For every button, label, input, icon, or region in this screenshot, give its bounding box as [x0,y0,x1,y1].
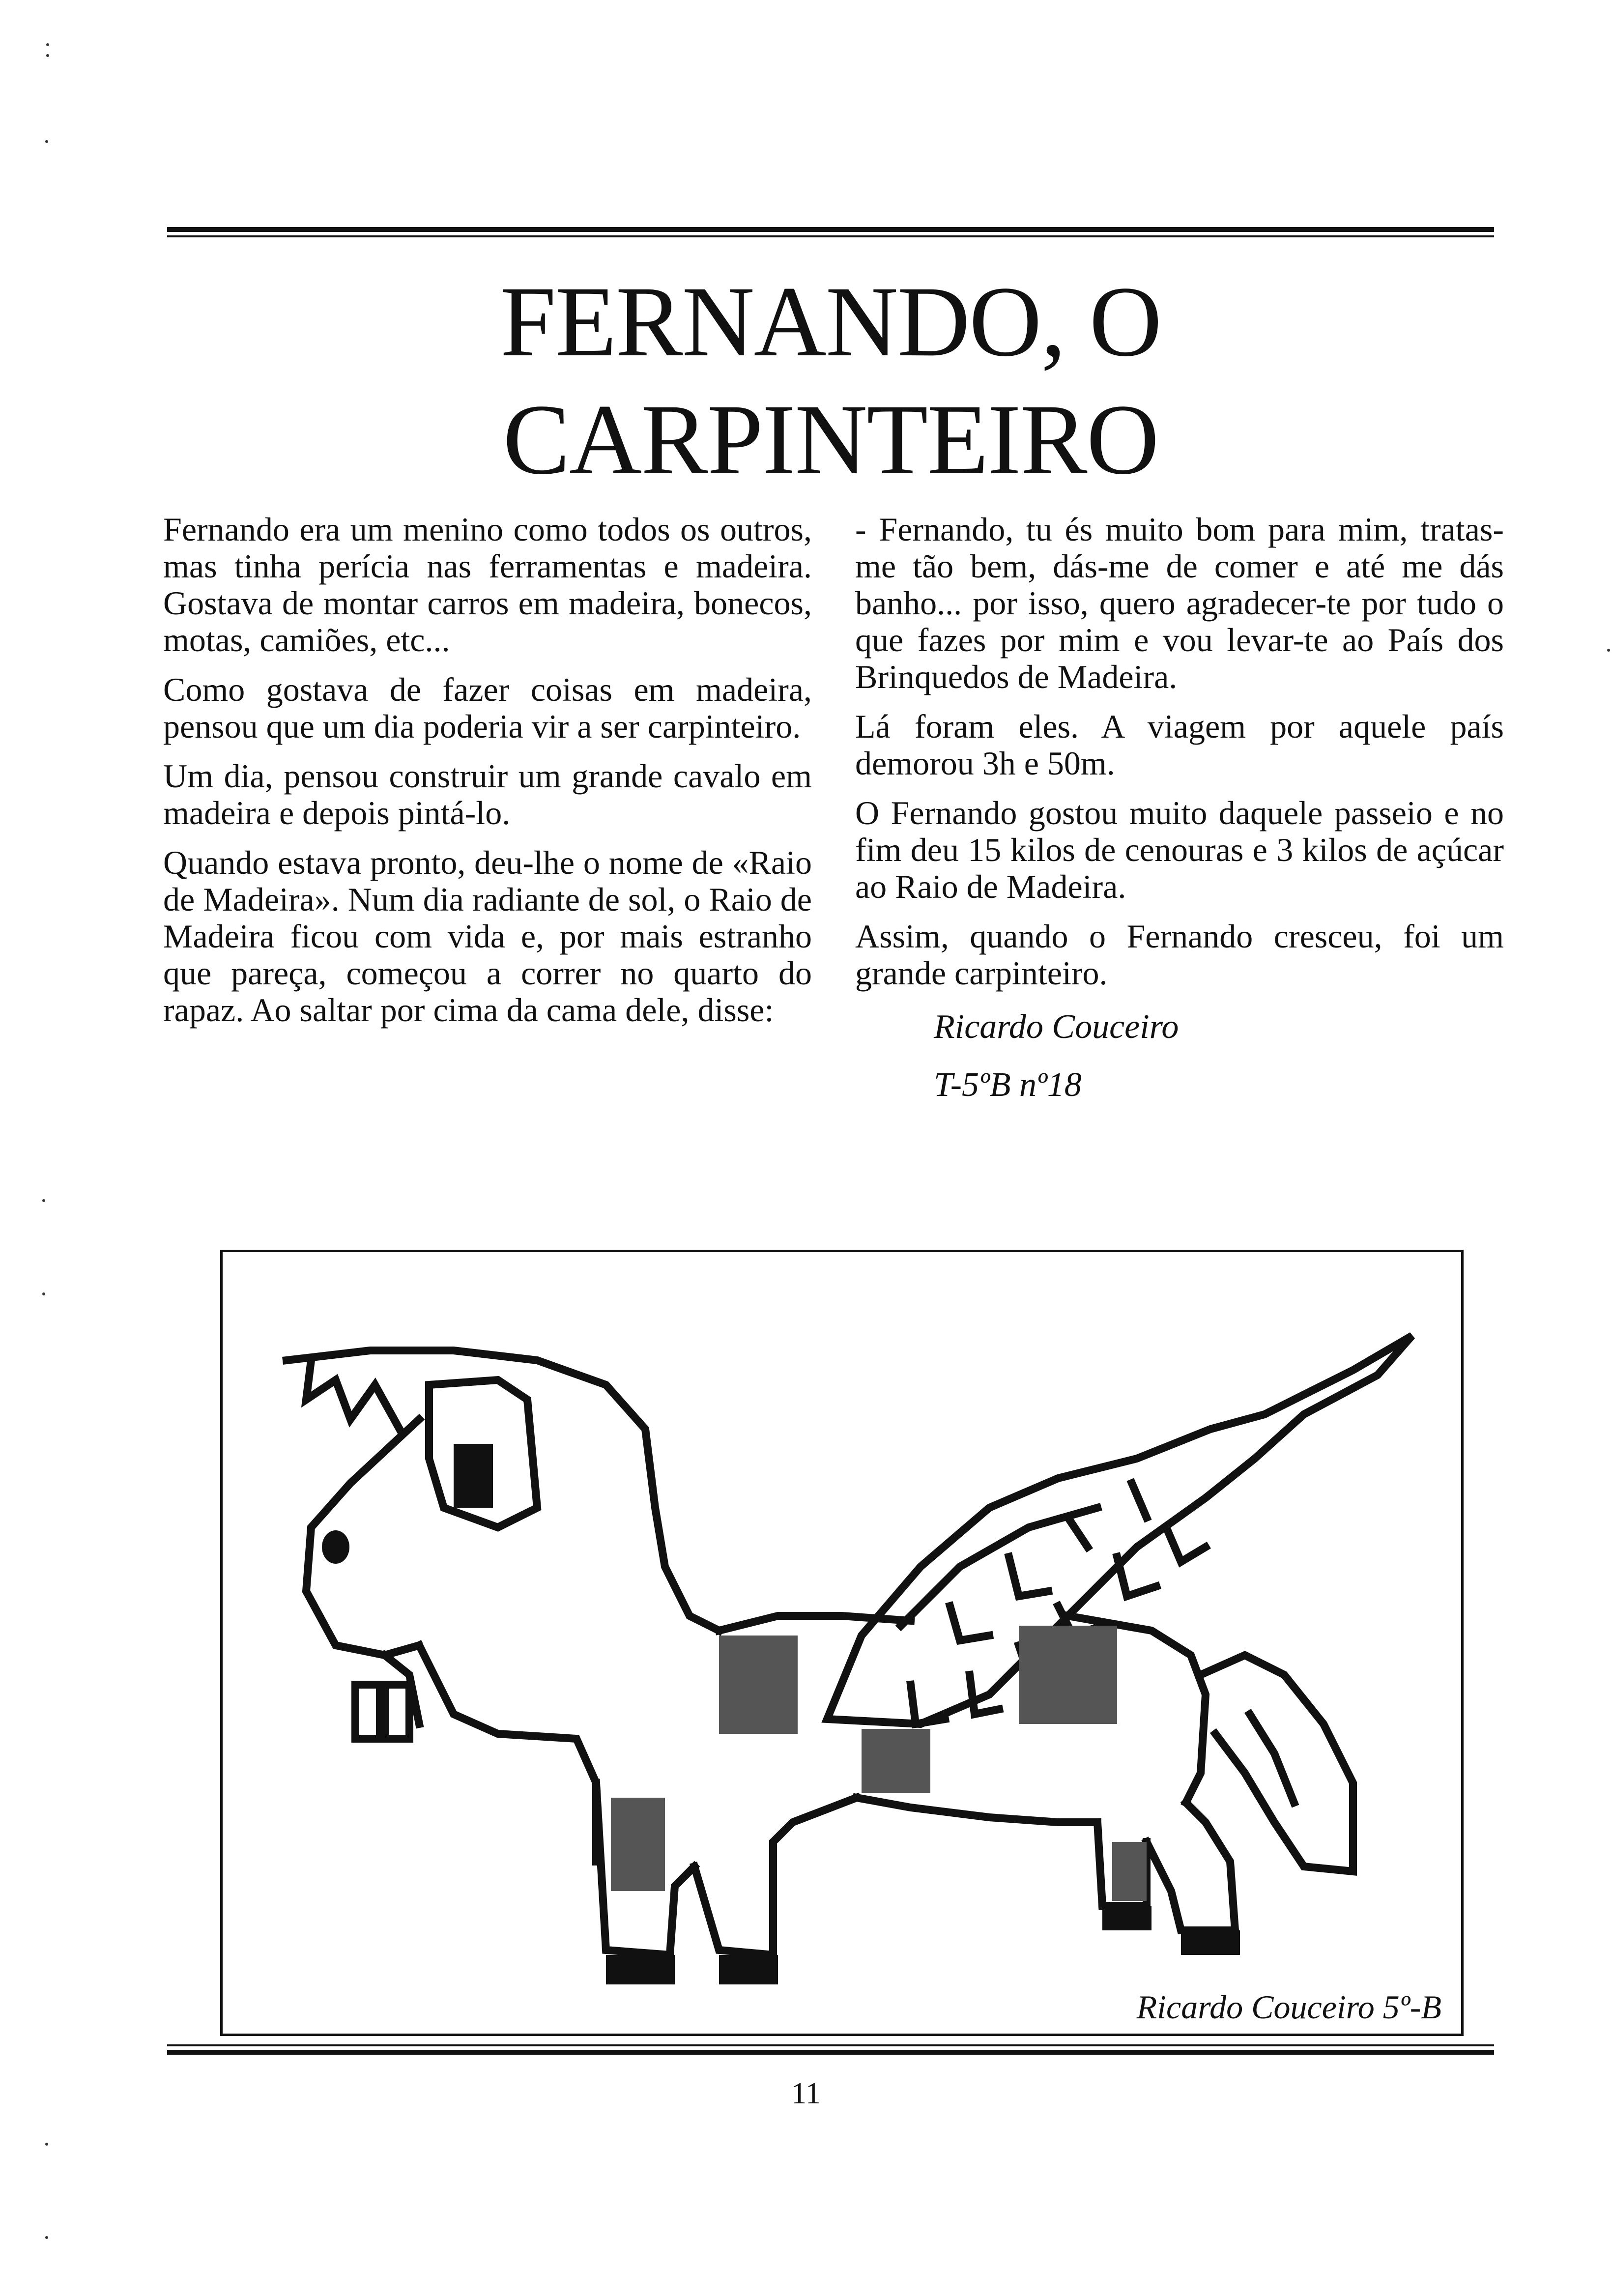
page-number: 11 [791,2077,821,2110]
scan-speck [45,140,48,143]
scan-speck [45,2236,48,2239]
horse-forelock [306,1360,400,1429]
author-signature: Ricardo Couceiro [934,1008,1179,1046]
bottom-rule-thick [167,2050,1494,2055]
feather-mark [1009,1557,1048,1596]
paragraph: - Fernando, tu és muito bom para mim, tratas-me tão bem, dás-me de comer e até me dás banho... por isso, quero agradecer-te por tudo o que fazes por mim e vou levar-te ao País dos Brinquedos de Madeira. [855,511,1504,695]
scan-speck [42,1292,45,1295]
title-line-1: FERNANDO, O [500,266,1161,377]
hoof [1102,1906,1151,1930]
scan-speck [42,1199,45,1202]
horse-head [306,1419,419,1655]
paragraph: Fernando era um menino como todos os outros, mas tinha perícia nas ferramentas e madeira. Gostava de montar carros em madeira, bonecos, motas, camiões, etc... [163,511,812,659]
horse-tooth-right [385,1685,409,1739]
author-class: T-5ºB nº18 [934,1066,1082,1104]
paragraph: Um dia, pensou construir um grande cavalo em madeira e depois pintá-lo. [163,757,812,832]
top-rule-thick [167,227,1494,232]
scan-speck [45,2143,48,2146]
paragraph: Assim, quando o Fernando cresceu, foi um grande carpinteiro. [855,918,1504,992]
feather-mark [911,1685,945,1724]
feather-mark [950,1606,989,1640]
scan-speck [1607,649,1610,652]
title-line-2: CARPINTEIRO [503,384,1158,495]
winged-horse-drawing [223,1252,1461,2034]
wing-outline [827,1336,1412,1724]
front-leg-right [694,1798,857,1955]
horse-mane [287,1350,719,1631]
horse-nostril [322,1530,349,1564]
horse-eye [454,1444,493,1508]
horse-tooth-left [355,1685,380,1739]
scan-speck [46,43,49,46]
paragraph: O Fernando gostou muito daquele passeio e no fim deu 15 kilos de cenouras e 3 kilos de açúcar ao Raio de Madeira. [855,794,1504,905]
hoof [719,1955,778,1984]
horse-neck-front [419,1645,596,1862]
horse-belly [857,1798,1097,1822]
body-spot [719,1636,798,1734]
body-spot [1019,1626,1117,1724]
leg-spot [1112,1842,1147,1901]
feather-mark [1068,1518,1088,1547]
illustration-frame [220,1250,1464,2036]
wing-upper-edge [901,1508,1097,1626]
horse-back [719,1616,911,1631]
feather-mark [1132,1483,1147,1518]
body-spot [862,1729,930,1793]
left-column [163,511,812,1041]
paragraph: Como gostava de fazer coisas em madeira, pensou que um dia poderia vir a ser carpinteiro. [163,671,812,745]
leg-spot [611,1798,665,1891]
hoof [1181,1930,1240,1955]
article-title [167,263,1494,499]
paragraph: Quando estava pronto, deu-lhe o nome de «Raio de Madeira». Num dia radiante de sol, o Raio de Madeira ficou com vida e, por mais estranho que pareça, começou a correr no quarto do rapaz. Ao saltar por cima da cama dele, disse: [163,844,812,1029]
right-column [855,511,1504,1120]
feather-mark [1166,1527,1206,1562]
horse-mouth [385,1655,419,1724]
bottom-rule-thin [167,2044,1494,2046]
paragraph: Lá foram eles. A viagem por aquele país demorou 3h e 50m. [855,708,1504,782]
scan-speck [46,54,49,57]
top-rule-thin [167,235,1494,237]
hoof [606,1955,675,1984]
hind-leg-back [1147,1803,1235,1930]
illustration-caption: Ricardo Couceiro 5º-B [1136,1988,1441,2026]
